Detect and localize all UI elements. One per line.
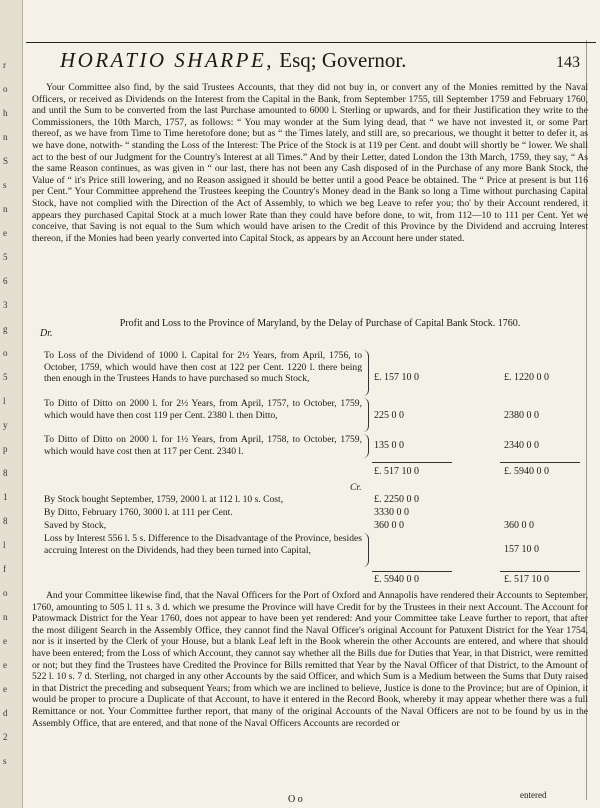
bracket <box>362 434 369 458</box>
gutter-mark: l <box>3 396 6 406</box>
running-title-office: Esq; Governor. <box>274 48 407 72</box>
credit-total: £. 517 10 0 <box>504 574 549 585</box>
sum-rule <box>372 571 452 572</box>
page-number: 143 <box>556 54 580 71</box>
catchword: entered <box>520 790 547 800</box>
gutter-mark: h <box>3 108 8 118</box>
gutter-mark: 5 <box>3 252 8 262</box>
credit-row-amount: 157 10 0 <box>504 544 539 555</box>
debit-total: £. 5940 0 0 <box>504 466 549 477</box>
debit-row-amount: £. 157 10 0 <box>374 372 419 383</box>
debit-row-desc: To Ditto of Ditto on 2000 l. for 1½ Years, from April, 1758, to October, 1759, which would have cost then at 117 per Cent. 2340 l. <box>44 434 362 457</box>
closing-paragraph: And your Committee likewise find, that the Naval Officers for the Port of Oxford and Annapolis have rendered their Accounts to September, 1760, amounting to 505 l. 11 s. 3 d. which we presume the Province will have Credit for by the Trustees in their next Account. The Account for Patowmack District for the Year 1760, does not appear to have been yet rendered: And your Committee take Leave further to report, that after the most diligent Search in the Assembly Office, they cannot find the Naval Officer's original Account for Patuxent District for the Year 1754, nor is it inserted by the Clerk of your House, but a blank Leaf left in the Book wherein the other Accounts are entered, and where that should have been entered; from the Loss of which Account, they cannot say whether all the Bills due for Duties that Year, in that District, were remitted or not; but they find the Trustees have Credited the Province for Bills remitted that Year by the Naval Officer of that District, to the Amount of 522 l. 10 s. 7 d. Sterling, not charged in any other Accounts by the said Officer, and which Sum is a Medium between the Sums that Duty raised in that District the preceding and subsequent Years; from which we are inclined to believe, Justice is done to the Province; but are of Opinion, it would be proper to procure a Duplicate of that Account, to have it entered in the Record Book, whereby it may appear whether there was a full Remittance or not. Your Committee further report, that many of the original Accounts of the Naval Officers are not to be found by us in the Assembly Office, that are entered, and that none of the Naval Officers Accounts are recorded or <box>32 590 588 729</box>
page-gutter <box>0 0 23 808</box>
gutter-mark: n <box>3 204 8 214</box>
gutter-mark: p <box>3 444 8 454</box>
gutter-mark: n <box>3 612 8 622</box>
credit-row-desc: By Stock bought September, 1759, 2000 l. at 112 l. 10 s. Cost, <box>44 494 284 505</box>
gutter-mark: 6 <box>3 276 8 286</box>
gutter-mark: n <box>3 132 8 142</box>
debit-row-desc: To Ditto of Ditto on 2000 l. for 2½ Years, from April, 1757, to October, 1759, which would have then cost 119 per Cent. 2380 l. then Ditto, <box>44 398 362 421</box>
credit-row-desc: Loss by Interest 556 l. 5 s. Difference to the Disadvantage of the Province, besides accruing Interest on the Dividends, had they been turned into Capital, <box>44 533 362 556</box>
bracket <box>362 533 369 567</box>
debit-row-amount: 135 0 0 <box>374 440 404 451</box>
sum-rule <box>500 571 580 572</box>
gutter-mark: e <box>3 684 7 694</box>
credit-row-amount: 360 0 0 <box>504 520 534 531</box>
gutter-mark: 8 <box>3 516 8 526</box>
running-title <box>60 48 406 73</box>
credit-label: Cr. <box>350 482 362 493</box>
gutter-mark: 5 <box>3 372 8 382</box>
header-rule <box>26 42 596 43</box>
debit-row-amount: 2380 0 0 <box>504 410 539 421</box>
debit-row-amount: 2340 0 0 <box>504 440 539 451</box>
credit-row-amount: £. 2250 0 0 <box>374 494 419 505</box>
intro-paragraph: Your Committee also find, by the said Trustees Accounts, that they did not buy in, or convert any of the Monies remitted by the Naval Officers, or received as Dividends on the Interest from the Capital in the Bank, from September 1755, till September 1759 and February 1760, and until the Sum to be converted from the last Purchase amounted to 6000 l. Sterling or upwards, and for their Justification they write to the Commissioners, the 10th March, 1757, as follows: “ You may wonder at the Sum lying dead, that “ we have not invested it, or some Part thereof, as we have from Time to Time heretofore done; but as “ the Times lately, and still are, so precarious, we thought it better to defer it, as we have done, notwith- “ standing the Loss of the Interest: The Price of the Stock is at 119 per Cent. and doubt will shortly be “ lower. We shall act to the best of our Judgment for the Country's Interest at all Times.” And by their Letter, dated London the 13th March, 1759, they say, “ As the same Reason continues, as was given in “ our last, there has not been any Cash disposed of in the Purchase of any more Bank Stock, the Value of “ it's Price still lowering, and no Reason assigned it should be better until a good Peace be obtained. The “ Price at present is but 116 per Cent.” Your Committee apprehend the Trustees keeping the Country's Money dead in the Bank so long a Time without purchasing Capital Stock, have not complied with the Direction of the Act of Assembly, to which we beg Leave to refer you; tho' by their Account rendered, it appears they purchased Capital Stock at a much lower Rate than they could have before done, to wit, from 112—10 to 111 per Cent. Yet we conceive, that Saving is not equal to the Sum which would have arisen to the Credit of this Province by the Dividend and accruing Interest thereon, if the Monies had been yearly converted into Capital Stock, as appears by an Account here under stated. <box>32 82 588 244</box>
sum-rule <box>372 462 452 463</box>
running-title-name: HORATIO SHARPE, <box>60 48 275 72</box>
signature-mark: O o <box>288 794 303 805</box>
gutter-mark: e <box>3 228 7 238</box>
credit-row-amount: 3330 0 0 <box>374 507 409 518</box>
gutter-mark: 3 <box>3 300 8 310</box>
credit-row-amount: 360 0 0 <box>374 520 404 531</box>
gutter-mark: 2 <box>3 732 8 742</box>
gutter-mark: r <box>3 60 6 70</box>
credit-total: £. 5940 0 0 <box>374 574 419 585</box>
gutter-mark: g <box>3 324 8 334</box>
bracket <box>362 398 369 432</box>
credit-row-desc: By Ditto, February 1760, 3000 l. at 111 per Cent. <box>44 507 233 518</box>
debit-row-amount: 225 0 0 <box>374 410 404 421</box>
debit-row-desc: To Loss of the Dividend of 1000 l. Capital for 2½ Years, from April, 1756, to October, 1759, which would have then cost at 122 per Cent. 1220 l. there being then enough in the Trustees Hands to have purchased so much Stock, <box>44 350 362 385</box>
gutter-mark: l <box>3 540 6 550</box>
debit-label: Dr. <box>40 328 53 339</box>
gutter-mark: 8 <box>3 468 8 478</box>
gutter-mark: S <box>3 156 9 166</box>
credit-row-desc: Saved by Stock, <box>44 520 107 531</box>
debit-total: £. 517 10 0 <box>374 466 419 477</box>
gutter-mark: 1 <box>3 492 8 502</box>
gutter-mark: f <box>3 564 6 574</box>
gutter-mark: e <box>3 660 7 670</box>
gutter-mark: o <box>3 84 8 94</box>
gutter-mark: e <box>3 636 7 646</box>
gutter-mark: y <box>3 420 8 430</box>
gutter-mark: o <box>3 348 8 358</box>
gutter-mark: s <box>3 756 7 766</box>
gutter-mark: s <box>3 180 7 190</box>
sum-rule <box>500 462 580 463</box>
gutter-mark: o <box>3 588 8 598</box>
bracket <box>362 350 369 396</box>
debit-row-amount: £. 1220 0 0 <box>504 372 549 383</box>
gutter-mark: d <box>3 708 8 718</box>
account-title: Profit and Loss to the Province of Maryland, by the Delay of Purchase of Capital Bank Stock. 1760. <box>119 318 521 329</box>
running-header <box>60 48 580 73</box>
